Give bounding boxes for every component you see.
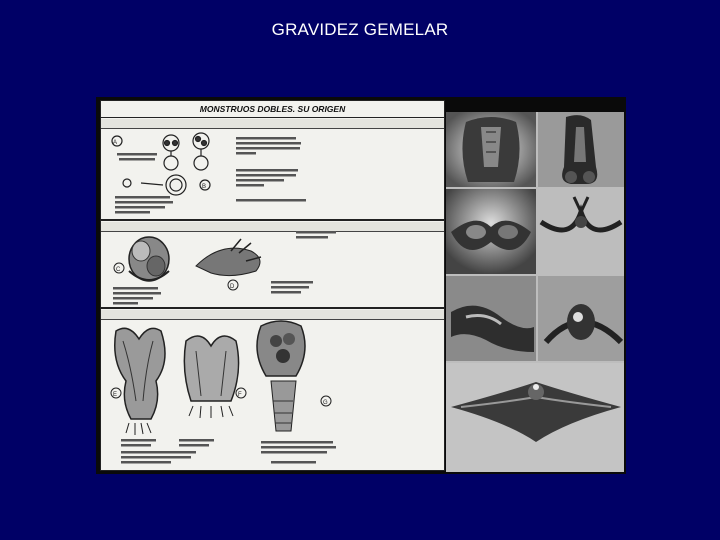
svg-text:F: F (238, 392, 242, 398)
text-lines-3 (121, 439, 336, 464)
embryo-drawing-1 (111, 328, 165, 435)
plate-header: MONSTRUOS DOBLES. SU ORIGEN (101, 101, 444, 118)
slide-title: GRAVIDEZ GEMELAR (271, 20, 449, 39)
photo-1 (446, 112, 536, 187)
cleavage-diagram (112, 133, 210, 195)
embryo-photographs (446, 112, 624, 472)
embryo-drawing-3 (257, 321, 331, 431)
photo-3 (446, 189, 536, 274)
embryo-drawing-2 (184, 336, 246, 418)
svg-text:C: C (116, 267, 121, 273)
text-lines-1 (115, 137, 306, 214)
photo-4 (538, 189, 624, 274)
figure-image (96, 97, 626, 474)
svg-text:B: B (202, 184, 207, 190)
svg-text:E: E (113, 392, 118, 398)
svg-text:D: D (230, 284, 235, 290)
photo-6 (538, 276, 624, 361)
photo-7 (446, 363, 624, 472)
photo-2 (538, 112, 624, 187)
photo-5 (446, 276, 536, 361)
svg-text:A: A (113, 140, 118, 146)
plate-drawings (101, 101, 445, 471)
embryology-plate (100, 100, 445, 471)
conjoined-embryo-drawing (114, 237, 261, 290)
svg-text:G: G (323, 400, 328, 406)
